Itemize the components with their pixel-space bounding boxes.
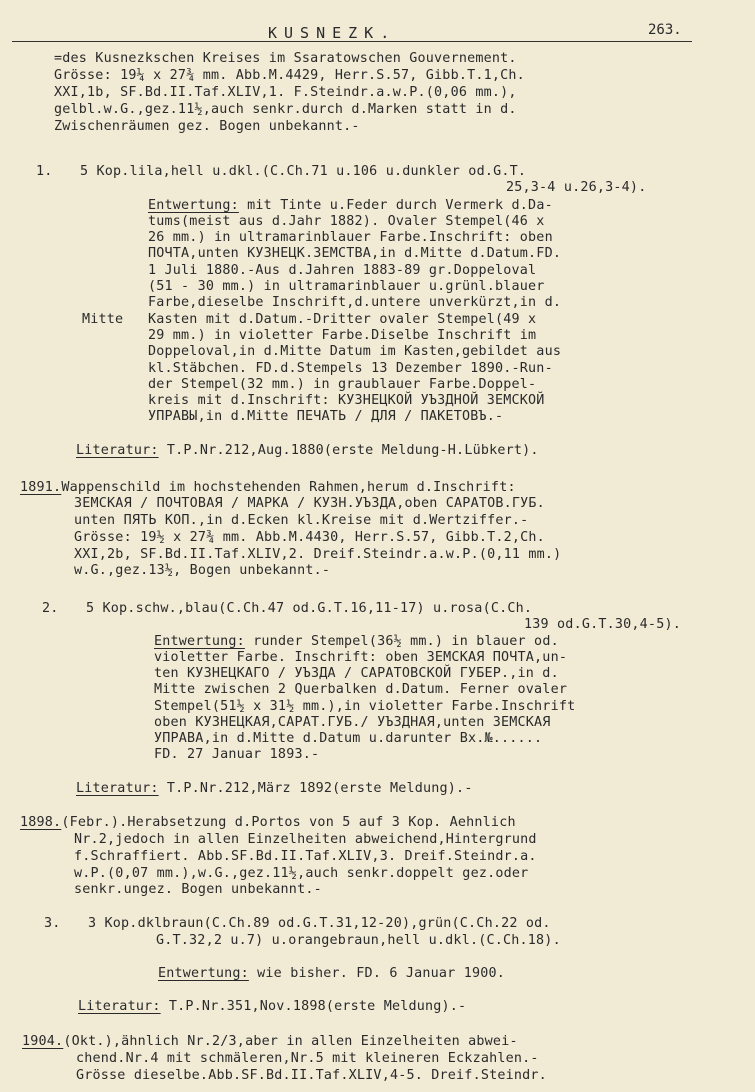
issue-line: w.G.,gez.13½, Bogen unbekannt.- [74,563,331,578]
stamp-number: 3. [44,916,61,931]
margin-note: Mitte [82,312,124,327]
issue-text: (Febr.).Herabsetzung d.Portos von 5 auf 3 Kop. Aehnlich [61,815,516,830]
issue-line: XXI,2b, SF.Bd.II.Taf.XLIV,2. Dreif.Steindr.a.w.P.(0,11 mm.) [74,547,562,562]
cancellation-line: Stempel(51½ x 31½ mm.),in violetter Farbe.Inschrift [154,699,576,714]
cancellation-line: der Stempel(32 mm.) in graublauer Farbe.Doppel- [148,377,537,392]
cancellation-line: Kasten mit d.Datum.-Dritter ovaler Stempel(49 x [148,312,537,327]
stamp-number: 2. [42,601,59,616]
issue-line: Nr.2,jedoch in allen Einzelheiten abweichend,Hintergrund [74,832,537,847]
cancellation-line: 29 mm.) in violetter Farbe.Diselbe Inschrift im [148,328,537,343]
issue-paragraph [20,815,516,831]
issue-line: Grösse dieselbe.Abb.SF.Bd.II.Taf.XLIV,4-5. Dreif.Steindr. [76,1068,547,1083]
cancellation-line: 1 Juli 1880.-Aus d.Jahren 1883-89 gr.Doppeloval [148,263,537,278]
literature-text: T.P.Nr.212,März 1892(erste Meldung).- [158,781,473,796]
issue-line: ЗЕМСКАЯ / ПОЧТОВАЯ / МАРКА / КУЗН.УЪЗДА,oben САРАТОВ.ГУБ. [74,496,545,511]
page-number: 263. [648,22,682,38]
literature-label: Literatur: [78,999,161,1014]
issue-year: 1891. [20,480,62,495]
literature-text: T.P.Nr.351,Nov.1898(erste Meldung).- [160,999,467,1014]
cancellation-label: Entwertung: [154,634,245,649]
header-rule [12,41,692,42]
cancellation-line: kl.Stäbchen. FD.d.Stempels 13 Dezember 1890.-Run- [148,361,553,376]
cancellation-line: Mitte zwischen 2 Querbalken d.Datum. Ferner ovaler [154,682,568,697]
cancellation-label: Entwertung: [158,966,249,981]
issue-line: Grösse: 19½ x 27¾ mm. Abb.M.4430, Herr.S.57, Gibb.T.2,Ch. [74,530,545,545]
issue-line: chend.Nr.4 mit schmäleren,Nr.5 mit kleineren Eckzahlen.- [76,1051,539,1066]
cancellation-line: Farbe,dieselbe Inschrift,d.untere unverkürzt,in d. [148,295,562,310]
stamp-description: G.T.32,2 u.7) u.orangebraun,hell u.dkl.(C.Ch.18). [156,933,561,948]
cancellation-line: 26 mm.) in ultramarinblauer Farbe.Inschrift: oben [148,230,553,245]
cancellation-line: tums(meist aus d.Jahr 1882). Ovaler Stempel(46 x [148,214,545,229]
stamp-description: 139 od.G.T.30,4-5). [524,617,681,632]
issue-paragraph [22,1034,518,1050]
intro-line: Zwischenräumen gez. Bogen unbekannt.- [54,119,360,134]
stamp-description: 5 Kop.schw.,blau(C.Ch.47 od.G.T.16,11-17) u.rosa(C.Ch. [86,601,533,616]
intro-line: XXI,1b, SF.Bd.II.Taf.XLIV,1. F.Steindr.a.w.P.(0,06 mm.), [54,85,517,100]
issue-line: unten ПЯТЬ КОП.,in d.Ecken kl.Kreise mit d.Wertziffer.- [74,513,529,528]
issue-text: Wappenschild im hochstehenden Rahmen,herum d.Inschrift: [61,480,516,495]
literature-line [76,443,539,459]
cancellation-line: oben КУЗНЕЦКАЯ,САРАТ.ГУБ./ УЪЗДНАЯ,unten ЗЕМСКАЯ [154,715,551,730]
literature-line [76,781,473,797]
literature-line [78,999,466,1015]
literature-label: Literatur: [76,781,159,796]
issue-line: f.Schraffiert. Abb.SF.Bd.II.Taf.XLIV,3. Dreif.Steindr.a. [74,849,537,864]
cancellation-paragraph [148,198,553,214]
stamp-description: 25,3-4 u.26,3-4). [506,180,647,195]
cancellation-text: runder Stempel(36½ mm.) in blauer od. [244,634,559,649]
intro-line: Grösse: 19¼ x 27¾ mm. Abb.M.4429, Herr.S.57, Gibb.T.1,Ch. [54,68,525,83]
intro-line: gelbl.w.G.,gez.11½,auch senkr.durch d.Marken statt in d. [54,102,517,117]
cancellation-paragraph [154,634,559,650]
issue-line: senkr.ungez. Bogen unbekannt.- [74,882,322,897]
cancellation-line: FD. 27 Januar 1893.- [154,747,320,762]
literature-label: Literatur: [76,443,159,458]
cancellation-line: Doppeloval,in d.Mitte Datum im Kasten,gebildet aus [148,344,562,359]
cancellation-line: kreis mit d.Inschrift: КУЗНЕЦКОЙ УЪЗДНОЙ ЗЕМСКОЙ [148,393,545,408]
issue-text: (Okt.),ähnlich Nr.2/3,aber in allen Einzelheiten abwei- [63,1034,518,1049]
issue-year: 1898. [20,815,62,830]
stamp-description: 3 Kop.dklbraun(C.Ch.89 od.G.T.31,12-20),grün(C.Ch.22 od. [88,916,551,931]
cancellation-text: wie bisher. FD. 6 Januar 1900. [248,966,506,981]
issue-year: 1904. [22,1034,64,1049]
cancellation-text: mit Tinte u.Feder durch Vermerk d.Da- [238,198,553,213]
issue-paragraph [20,480,516,496]
cancellation-line: ten КУЗНЕЦКАГО / УЪЗДА / САРАТОВСКОЙ ГУБЕР.,in d. [154,666,559,681]
cancellation-label: Entwertung: [148,198,239,213]
stamp-number: 1. [36,164,53,179]
cancellation-line: violetter Farbe. Inschrift: oben ЗЕМСКАЯ ПОЧТА,un- [154,650,568,665]
cancellation-paragraph [158,966,505,982]
cancellation-line: (51 - 30 mm.) in ultramarinblauer u.grünl.blauer [148,279,545,294]
intro-line: =des Kusnezkschen Kreises im Ssaratowschen Gouvernement. [54,51,517,66]
issue-line: w.P.(0,07 mm.),w.G.,gez.11½,auch senkr.doppelt gez.oder [74,866,529,881]
page-header-title: KUSNEZK. [268,24,397,42]
cancellation-line: ПОЧТА,unten КУЗНЕЦК.ЗЕМСТВА,in d.Mitte d.Datum.FD. [148,246,562,261]
cancellation-line: УПРАВЫ,in d.Mitte ПЕЧАТЬ / ДЛЯ / ПАКЕТОВЪ.- [148,409,504,424]
literature-text: T.P.Nr.212,Aug.1880(erste Meldung-H.Lübkert). [158,443,539,458]
stamp-description: 5 Kop.lila,hell u.dkl.(C.Ch.71 u.106 u.dunkler od.G.T. [80,164,527,179]
cancellation-line: УПРАВА,in d.Mitte d.Datum u.darunter Вх.№...... [154,731,543,746]
